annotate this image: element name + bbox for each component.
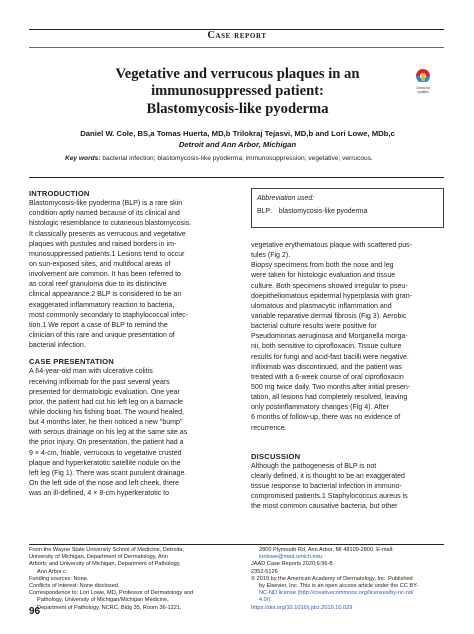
badge-line: Check for — [416, 86, 430, 90]
footnote-doi-link[interactable]: https://doi.org/10.1016/j.jdcr.2019.10.029 — [251, 604, 353, 611]
page-number: 96 — [29, 606, 41, 617]
footnote-line: University of Michigan, Department of Dermatology, Ann — [29, 554, 168, 561]
body-line: involvement are common. It has been referred to — [29, 271, 181, 279]
body-line: Although the pathogenesis of BLP is not — [251, 462, 377, 470]
body-line: plaques with pustules and raised borders in im- — [29, 240, 177, 248]
body-line: the prior injury. On presentation, the patient had a — [29, 439, 184, 447]
body-line: left leg (Fig 1). There was scant purulent drainage. — [29, 469, 187, 477]
body-line: plaque and hyperkeratotic satellite nodule on the — [29, 459, 181, 467]
section-label: Case report — [207, 30, 267, 41]
footnote-line: Pathology, University of Michigan/Michigan Medicine, — [37, 597, 169, 604]
abbreviation-term: BLP: — [257, 208, 272, 215]
body-line: Pseudomonas aeruginosa and Morganella morga- — [251, 333, 408, 341]
title-line: Vegetative and verrucous plaques in an — [115, 66, 360, 82]
discussion-heading: DISCUSSION — [251, 451, 301, 461]
body-line: Infliximab was discontinued, and the patient was — [251, 363, 402, 371]
body-line: clinical appearance.2 BLP is considered to be an — [29, 291, 182, 299]
body-line: 500 mg twice daily. Two months after initial presen- — [251, 383, 411, 391]
footnote-line: Department of Pathology, NCRC, Bldg 35, Room 36-1221, — [37, 604, 182, 611]
body-line: On the left side of the nose and left cheek, there — [29, 480, 180, 488]
body-line: as coral reef granuloma due to its distinctive — [29, 281, 167, 289]
body-line: exaggerated inflammatory reaction to bacteria, — [29, 301, 175, 309]
left-column — [29, 189, 233, 499]
body-line: variable reparative dermal fibrosis (Fig 3). Aerobic — [251, 312, 407, 320]
body-line: tion.1 We report a case of BLP to remind the — [29, 321, 168, 329]
footnote-line: Arborb; and University of Michigan, Department of Pathology, — [29, 561, 181, 568]
footnote-line: From the Wayne State University School of Medicine, Detroita; — [29, 547, 184, 553]
body-line: Biopsy specimens from both the nose and leg — [251, 262, 394, 270]
body-line: histologic resemblance to cutaneous blastomycosis. — [29, 220, 192, 228]
keywords-rule — [29, 177, 444, 178]
body-line: ulomatous and plasmacytic inflammation and — [251, 302, 392, 310]
body-line: It classically presents as verrucous and vegetative — [29, 230, 186, 238]
body-line: recurrence. — [251, 424, 287, 432]
check-for-updates-badge[interactable] — [413, 68, 433, 92]
body-line: bacterial culture results were positive for — [251, 323, 377, 331]
author-affiliation: Detroit and Ann Arbor, Michigan — [178, 140, 297, 149]
body-line: most commonly secondary to staphylococcal infec- — [29, 311, 189, 319]
introduction-heading: INTRODUCTION — [29, 189, 90, 198]
body-line: bacterial infection. — [29, 342, 86, 350]
body-line: tation, all lesions had completely resolved, leaving — [251, 394, 408, 402]
body-line: compromised patients.1 Staphylococcus aureus is — [251, 493, 408, 501]
body-line: results for fungi and acid-fast bacilli were negative. — [251, 353, 409, 361]
body-line: tissue response to bacterial infection in immuno- — [251, 483, 402, 491]
body-line: prior, the patient had cut his left leg on a barnacle — [29, 398, 183, 406]
body-line: culture. Both specimens showed irregular to pseu- — [251, 282, 408, 290]
body-line: while docking his fishing boat. The wound healed, — [29, 409, 185, 417]
abbreviation-definition: blastomycosis-like pyoderma — [278, 208, 368, 215]
footnote-line: © 2019 by the American Academy of Dermatology, Inc. Published — [251, 575, 413, 582]
footnote-line: JAAD Case Reports 2020;6:96-8. — [251, 561, 335, 568]
body-line: tules (Fig 2). — [251, 252, 291, 260]
footnote-rule — [29, 544, 444, 545]
author-list: Daniel W. Cole, BS,a Tomas Huerta, MD,b Trilokraj Tejasvi, MD,b and Lori Lowe, MDb,c — [80, 129, 395, 138]
abbreviation-row — [257, 208, 367, 215]
footnote-line: 4.0/). — [259, 597, 272, 604]
body-line: was an ill-defined, 4 × 8-cm hyperkeratotic to — [29, 490, 170, 498]
footnote-line: 2352-5126 — [251, 568, 278, 575]
footnote-email-link[interactable]: lorilowe@med.umich.edu. — [259, 554, 324, 561]
body-line: condition aptly named because of its clinical and — [29, 210, 180, 218]
footnote-line: 2800 Plymouth Rd, Ann Arbor, MI 48109-2800. E-mail: — [259, 547, 394, 553]
article-title — [60, 66, 415, 118]
body-line: treated with a 6-week course of oral ciprofloxacin — [251, 373, 404, 381]
body-line: on sun-exposed sites, and multifocal areas of — [29, 261, 171, 269]
abbreviation-box — [251, 188, 444, 228]
body-line: only postinflammatory changes (Fig 4). After — [251, 404, 389, 412]
body-line: Blastomycosis-like pyoderma (BLP) is a rare skin — [29, 200, 183, 208]
body-line: clearly defined, it is thought to be an exaggerated — [251, 473, 405, 480]
body-line: but 4 months later, he then noticed a new "bump" — [29, 419, 183, 427]
badge-line: updates — [417, 89, 429, 94]
right-column — [251, 241, 447, 513]
body-line: A 64-year-old man with ulcerative colitis — [29, 368, 153, 376]
body-line: were taken for histologic evaluation and tissue — [251, 272, 396, 280]
body-line: 6 months of follow-up, there was no evidence of — [251, 414, 401, 422]
case-presentation-heading: CASE PRESENTATION — [29, 357, 114, 367]
keywords-line — [65, 155, 465, 162]
footnote-line: Funding sources: None. — [29, 575, 89, 582]
body-line: munosuppressed patients.1 Lesions tend to occur — [29, 250, 185, 258]
footnotes-left — [29, 547, 239, 612]
title-line: immunosuppressed patient: — [151, 83, 324, 100]
badge-text — [413, 87, 433, 94]
footnote-line: Correspondence to: Lori Lowe, MD, Professor of Dermatology and — [29, 590, 194, 597]
title-line: Blastomycosis-like pyoderma — [146, 100, 329, 117]
footnote-line: Conflicts of interest: None disclosed. — [29, 582, 120, 589]
header-rule-bottom — [29, 47, 444, 48]
footnote-license-link[interactable]: NC-ND license (http://creativecommons.org/licenses/by-nc-nd/ — [259, 590, 414, 597]
footnote-line: Ann Arbor.c — [37, 568, 66, 575]
body-line: presented for dermatologic evaluation. One year — [29, 388, 180, 396]
body-line: 9 × 4-cm, friable, verrucous to vegetative crusted — [29, 449, 182, 457]
keywords-text: bacterial infection; blastomycosis-like pyoderma; immunosuppression; vegetative; verrucous. — [102, 155, 373, 162]
body-line: with serous drainage on his leg at the same site as — [29, 429, 188, 437]
keywords-label: Key words: — [65, 155, 101, 162]
body-line: receiving infliximab for the past several years — [29, 378, 170, 386]
abbreviation-title: Abbreviation used: — [257, 195, 315, 202]
body-line: nii, both sensitive to ciprofloxacin. Tissue culture — [251, 343, 402, 351]
body-line: the most common causative bacteria, but other — [251, 503, 398, 511]
body-line: vegetative erythematous plaque with scattered pus- — [251, 242, 412, 249]
body-line: doepitheliomatous epidermal hyperplasia with gran- — [251, 292, 412, 300]
crossmark-icon — [413, 68, 433, 82]
footnotes-right — [251, 547, 447, 612]
body-line: clinician of this rare and unique presentation of — [29, 332, 175, 340]
footnote-line: by Elsevier, Inc. This is an open access article under the CC BY- — [259, 582, 419, 589]
